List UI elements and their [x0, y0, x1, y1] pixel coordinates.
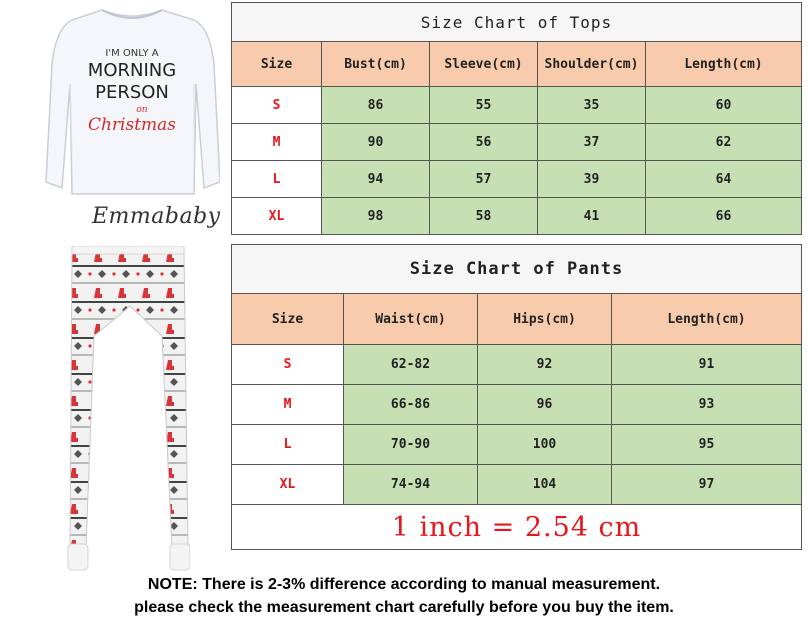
pants-header-hips: Hips(cm) — [478, 294, 612, 345]
pants-length-cell: 97 — [612, 465, 802, 505]
brand-logo: Emmababy — [92, 204, 221, 229]
pants-header-size: Size — [232, 294, 344, 345]
pants-hips-cell: 92 — [478, 345, 612, 385]
tops-header-shoulder: Shoulder(cm) — [538, 42, 646, 87]
shirt-text-1: I'M ONLY A — [105, 48, 159, 59]
tops-size-cell: S — [232, 87, 322, 124]
tops-size-cell: XL — [232, 198, 322, 235]
pants-chart-title: Size Chart of Pants — [232, 245, 802, 294]
table-row — [232, 345, 802, 385]
pants-hips-cell: 96 — [478, 385, 612, 425]
tops-header-sleeve: Sleeve(cm) — [430, 42, 538, 87]
pants-hips-cell: 100 — [478, 425, 612, 465]
tops-bust-cell: 90 — [322, 124, 430, 161]
shirt-text-5: Christmas — [87, 115, 177, 135]
tops-shoulder-cell: 39 — [538, 161, 646, 198]
shirt-text-2: MORNING — [87, 60, 177, 81]
pants-size-chart — [231, 244, 802, 550]
tops-sleeve-cell: 56 — [430, 124, 538, 161]
pants-waist-cell: 74-94 — [344, 465, 478, 505]
shirt-text-4: on — [136, 105, 148, 115]
pants-length-cell: 91 — [612, 345, 802, 385]
tops-bust-cell: 86 — [322, 87, 430, 124]
pants-header-length: Length(cm) — [612, 294, 802, 345]
tops-length-cell: 64 — [646, 161, 802, 198]
pants-waist-cell: 70-90 — [344, 425, 478, 465]
pants-header-waist: Waist(cm) — [344, 294, 478, 345]
pants-hips-cell: 104 — [478, 465, 612, 505]
note-line-1: NOTE: There is 2-3% difference according to manual measurement. — [147, 576, 661, 593]
shirt-image — [44, 4, 220, 200]
pants-image — [66, 246, 190, 576]
table-row — [232, 87, 802, 124]
table-row — [232, 425, 802, 465]
tops-size-cell: L — [232, 161, 322, 198]
pants-length-cell: 93 — [612, 385, 802, 425]
pants-waist-cell: 62-82 — [344, 345, 478, 385]
tops-sleeve-cell: 57 — [430, 161, 538, 198]
tops-shoulder-cell: 41 — [538, 198, 646, 235]
tops-sleeve-cell: 55 — [430, 87, 538, 124]
note-line-2: please check the measurement chart carefully before you buy the item. — [134, 599, 674, 616]
inch-conversion: 1 inch = 2.54 cm — [232, 505, 802, 550]
table-row — [232, 161, 802, 198]
tops-shoulder-cell: 37 — [538, 124, 646, 161]
tops-bust-cell: 94 — [322, 161, 430, 198]
pants-waist-cell: 66-86 — [344, 385, 478, 425]
pants-size-cell: S — [232, 345, 344, 385]
tops-header-bust: Bust(cm) — [322, 42, 430, 87]
pants-size-cell: L — [232, 425, 344, 465]
tops-shoulder-cell: 35 — [538, 87, 646, 124]
tops-sleeve-cell: 58 — [430, 198, 538, 235]
tops-length-cell: 66 — [646, 198, 802, 235]
tops-header-length: Length(cm) — [646, 42, 802, 87]
table-row — [232, 465, 802, 505]
shirt-text-3: PERSON — [95, 82, 169, 103]
table-row — [232, 124, 802, 161]
tops-length-cell: 60 — [646, 87, 802, 124]
pants-size-cell: M — [232, 385, 344, 425]
pants-length-cell: 95 — [612, 425, 802, 465]
tops-length-cell: 62 — [646, 124, 802, 161]
tops-size-chart — [231, 2, 802, 235]
tops-bust-cell: 98 — [322, 198, 430, 235]
table-row — [232, 385, 802, 425]
table-row — [232, 198, 802, 235]
pants-size-cell: XL — [232, 465, 344, 505]
tops-size-cell: M — [232, 124, 322, 161]
tops-header-size: Size — [232, 42, 322, 87]
tops-chart-title: Size Chart of Tops — [232, 3, 802, 42]
